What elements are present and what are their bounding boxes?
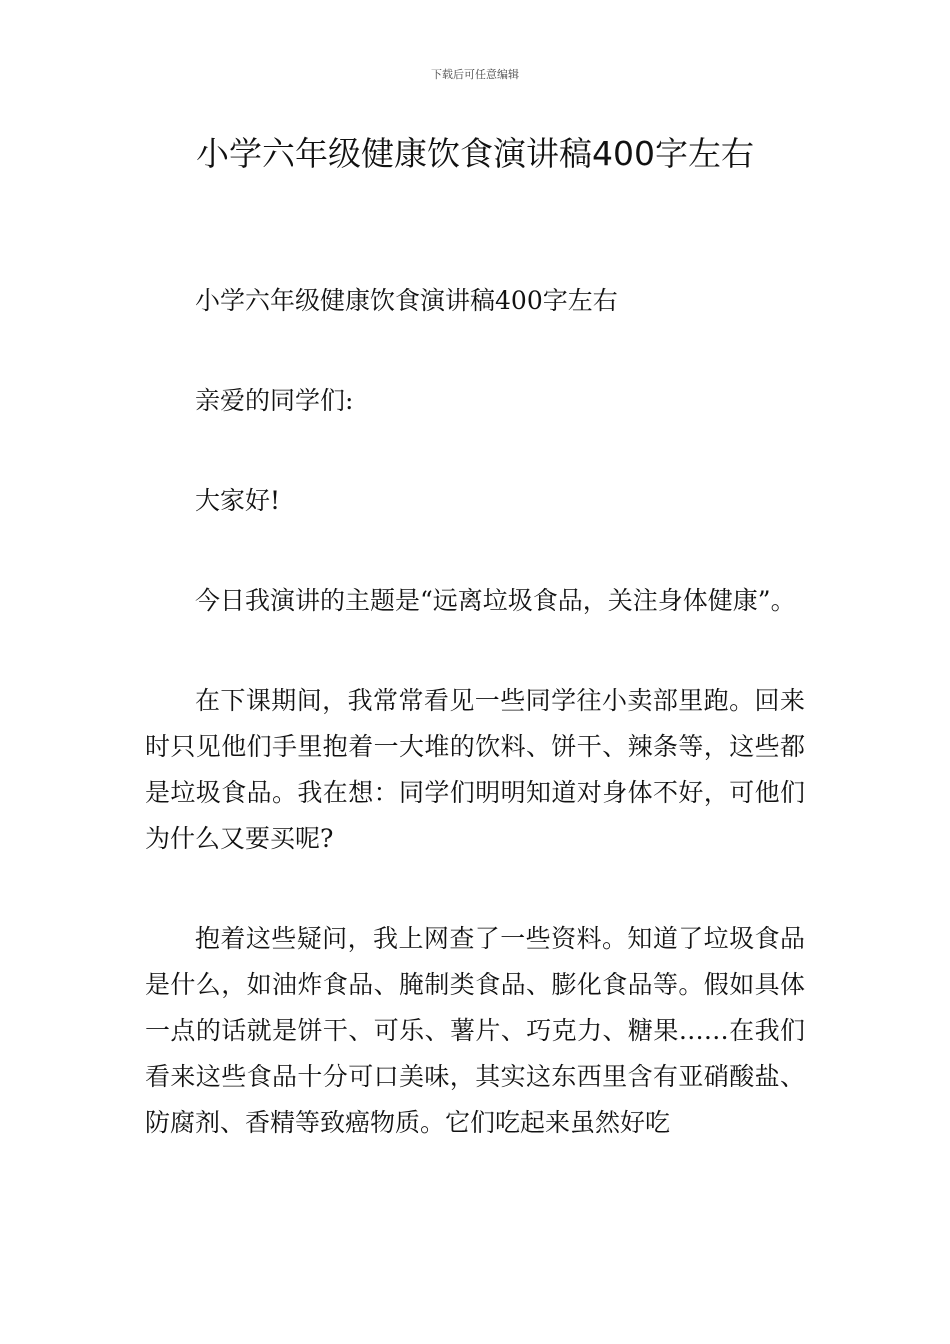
header-note: 下载后可任意编辑 <box>431 68 519 81</box>
paragraph-salutation: 亲爱的同学们: <box>195 386 354 415</box>
paragraph-theme: 今日我演讲的主题是“远离垃圾食品，关注身体健康”。 <box>195 586 796 615</box>
paragraph-observation: 在下课期间，我常常看见一些同学往小卖部里跑。回来时只见他们手里抱着一大堆的饮料、饼干、辣条等，这些都是垃圾食品。我在想：同学们明明知道对身体不好，可他们为什么又要买呢? <box>145 686 805 853</box>
paragraph-research: 抱着这些疑问，我上网查了一些资料。知道了垃圾食品是什么，如油炸食品、腌制类食品、膨化食品等。假如具体一点的话就是饼干、可乐、薯片、巧克力、糖果……在我们看来这些食品十分可口美味，其实这东西里含有亚硝酸盐、防腐剂、香精等致癌物质。它们吃起来虽然好吃 <box>145 924 805 1137</box>
paragraph-subtitle: 小学六年级健康饮食演讲稿400字左右 <box>195 286 618 315</box>
paragraph-greeting: 大家好! <box>195 486 281 515</box>
page-title: 小学六年级健康饮食演讲稿400字左右 <box>196 134 754 173</box>
document-body <box>145 278 805 1146</box>
